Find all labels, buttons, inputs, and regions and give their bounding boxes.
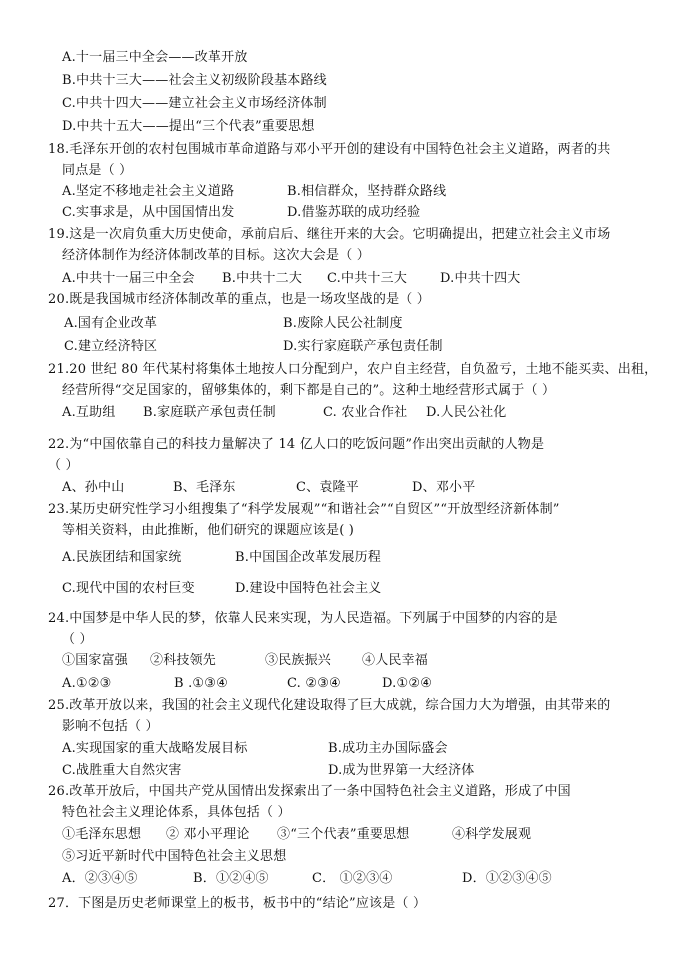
q20-option-d: D.实行家庭联产承包责任制	[283, 339, 443, 354]
q22-option-b: B、毛泽东	[173, 480, 236, 495]
q17-option-a: A.十一届三中全会——改革开放	[62, 50, 248, 65]
q21-option-c: C. 农业合作社	[323, 405, 408, 420]
q25-option-d: D.成为世界第一大经济体	[328, 763, 475, 778]
q19-option-c: C.中共十三大	[327, 271, 408, 286]
q22-stem-line1: 22.为“中国依靠自己的科技力量解决了 14 亿人口的吃饭问题”作出突出贡献的人物是	[48, 437, 545, 452]
q26-option-d: D．①②③④⑤	[462, 871, 552, 886]
q22-option-c: C、袁隆平	[296, 480, 359, 495]
q21-stem-line2: 经营所得“交足国家的，留够集体的，剩下都是自己的”。这种土地经营形式属于（ ）	[62, 383, 556, 398]
q22-option-d: D、邓小平	[412, 480, 476, 495]
q24-option-c: C. ②③④	[287, 676, 341, 691]
q26-option-b: B．①②④⑤	[193, 871, 269, 886]
q18-option-d: D.借鉴苏联的成功经验	[287, 205, 421, 220]
q18-option-c: C.实事求是，从中国国情出发	[62, 205, 235, 220]
q18-option-a: A.坚定不移地走社会主义道路	[62, 184, 235, 199]
q17-option-b: B.中共十三大——社会主义初级阶段基本路线	[62, 73, 327, 88]
q18-stem-line1: 18.毛泽东开创的农村包围城市革命道路与邓小平开创的建设有中国特色社会主义道路，两者的共	[48, 142, 611, 157]
q22-option-a: A、孙中山	[62, 480, 125, 495]
q19-option-a: A.中共十一届三中全会	[62, 271, 195, 286]
q24-item-3: ③民族振兴	[265, 653, 332, 668]
q23-option-b: B.中国国企改革发展历程	[235, 550, 382, 565]
q26-item-3: ③“三个代表”重要思想	[277, 827, 410, 842]
q25-option-a: A.实现国家的重大战略发展目标	[62, 741, 248, 756]
q17-option-c: C.中共十四大——建立社会主义市场经济体制	[62, 96, 327, 111]
q23-option-d: D.建设中国特色社会主义	[235, 581, 382, 596]
q21-option-d: D.人民公社化	[426, 405, 507, 420]
q24-stem-line1: 24.中国梦是中华人民的梦，依靠人民来实现，为人民造福。下列属于中国梦的内容的是	[48, 611, 558, 626]
q20-option-a: A.国有企业改革	[64, 316, 158, 331]
q25-stem-line1: 25.改革开放以来，我国的社会主义现代化建设取得了巨大成就，综合国力大为增强，由其带来的	[48, 698, 611, 713]
q26-item-4: ④科学发展观	[452, 827, 532, 842]
q24-item-1: ①国家富强	[62, 653, 129, 668]
q20-stem: 20.既是我国城市经济体制改革的重点，也是一场攻坚战的是（ ）	[48, 292, 431, 307]
q25-option-c: C.战胜重大自然灾害	[62, 763, 182, 778]
q19-option-d: D.中共十四大	[440, 271, 521, 286]
q23-stem-line1: 23.某历史研究性学习小组搜集了“科学发展观”“和谐社会”“自贸区”“开放型经济新体制”	[48, 502, 560, 517]
q25-stem-line2: 影响不包括（ ）	[62, 719, 159, 734]
q21-stem-line1: 21.20 世纪 80 年代某村将集体土地按人口分配到户，农户自主经营，自负盈亏，土地不能买卖、出租，	[48, 362, 658, 377]
q27-stem: 27．下图是历史老师课堂上的板书，板书中的“结论”应该是（ ）	[48, 896, 427, 911]
q23-option-c: C.现代中国的农村巨变	[62, 581, 195, 596]
q19-option-b: B.中共十二大	[222, 271, 303, 286]
q26-option-c: C． ①②③④	[312, 871, 393, 886]
q22-stem-line2: （ ）	[48, 458, 79, 473]
q19-stem-line1: 19.这是一次肩负重大历史使命，承前启后、继往开来的大会。它明确提出，把建立社会主义市场	[48, 227, 611, 242]
q20-option-b: B.废除人民公社制度	[283, 316, 403, 331]
q24-option-b: B .①③④	[174, 676, 228, 691]
q18-option-b: B.相信群众，坚持群众路线	[287, 184, 447, 199]
q26-stem-line1: 26.改革开放后，中国共产党从国情出发探索出了一条中国特色社会主义道路，形成了中国	[48, 784, 571, 799]
q26-stem-line2: 特色社会主义理论体系，具体包括（ ）	[62, 805, 291, 820]
q26-item-2: ② 邓小平理论	[166, 827, 250, 842]
q17-option-d: D.中共十五大——提出“三个代表”重要思想	[62, 119, 315, 134]
q24-option-d: D.①②④	[382, 676, 433, 691]
q26-item-5: ⑤习近平新时代中国特色社会主义思想	[62, 849, 287, 864]
q24-option-a: A.①②③	[62, 676, 112, 691]
q24-item-2: ②科技领先	[150, 653, 217, 668]
q24-stem-line2: （ ）	[62, 632, 93, 647]
q19-stem-line2: 经济体制作为经济体制改革的目标。这次大会是（ ）	[62, 248, 370, 263]
q24-item-4: ④人民幸福	[362, 653, 429, 668]
q23-option-a: A.民族团结和国家统	[62, 550, 182, 565]
q25-option-b: B.成功主办国际盛会	[328, 741, 448, 756]
q18-stem-line2: 同点是（ ）	[62, 163, 133, 178]
q26-item-1: ①毛泽东思想	[62, 827, 142, 842]
q26-option-a: A．②③④⑤	[62, 871, 138, 886]
q21-option-b: B.家庭联产承包责任制	[143, 405, 276, 420]
q21-option-a: A.互助组	[62, 405, 116, 420]
q20-option-c: C.建立经济特区	[64, 339, 158, 354]
q23-stem-line2: 等相关资料，由此推断，他们研究的课题应该是( )	[62, 523, 355, 538]
